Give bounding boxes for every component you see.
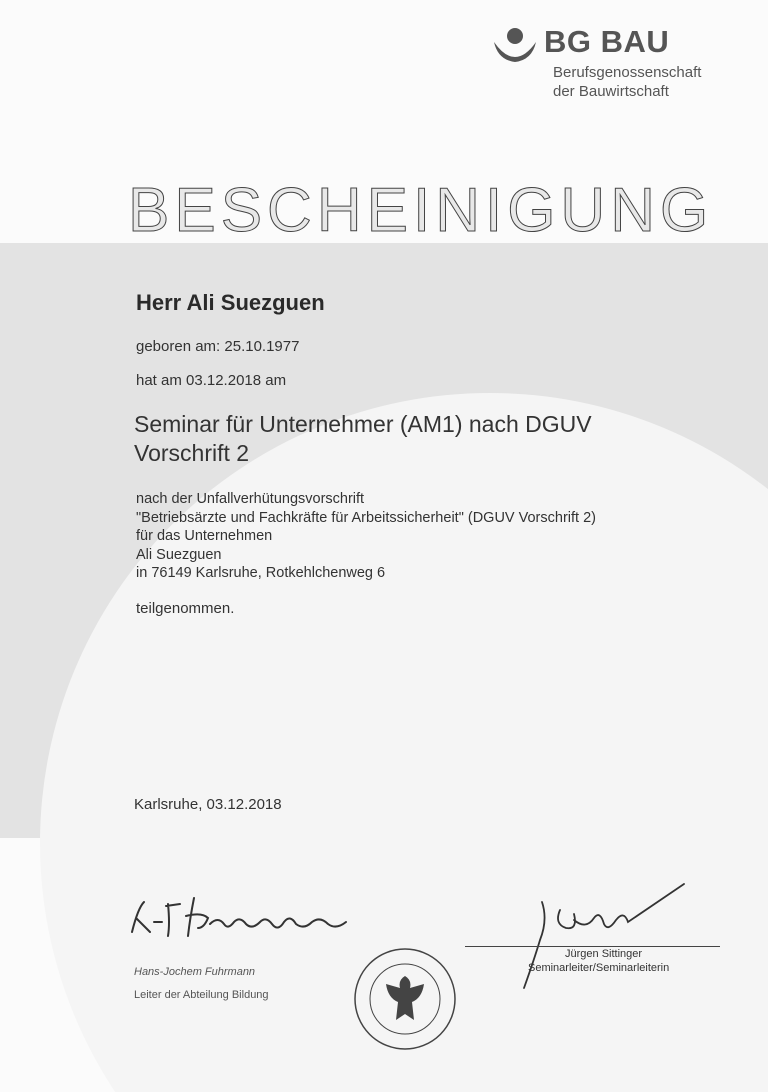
right-signatory-name: Jürgen Sittinger <box>565 948 643 960</box>
seminar-title <box>134 410 694 468</box>
body-line: "Betriebsärzte und Fachkräfte für Arbeitssicherheit" (DGUV Vorschrift 2) <box>136 509 596 526</box>
official-seal <box>350 944 460 1054</box>
attendance-date: hat am 03.12.2018 am <box>136 372 287 389</box>
logo-subtitle-line1: Berufsgenossenschaft <box>553 64 702 81</box>
body-line: für das Unternehmen <box>136 528 273 544</box>
logo-subtitle-line2: der Bauwirtschaft <box>553 83 669 100</box>
bg-bau-logo-icon <box>492 26 538 68</box>
certificate-body <box>136 490 596 583</box>
body-line: in 76149 Karlsruhe, Rotkehlchenweg 6 <box>136 565 386 581</box>
certificate-heading: BESCHEINIGUNG <box>128 176 714 245</box>
bg-bau-logo <box>490 22 720 102</box>
place-and-date: Karlsruhe, 03.12.2018 <box>134 796 282 813</box>
birth-date: geboren am: 25.10.1977 <box>136 338 300 355</box>
body-line: Ali Suezguen <box>136 546 222 563</box>
left-signature-icon <box>124 888 364 948</box>
body-line: nach der Unfallverhütungsvorschrift <box>136 491 365 507</box>
left-signatory-name: Hans-Jochem Fuhrmann <box>134 966 256 978</box>
participated-text: teilgenommen. <box>136 600 235 617</box>
logo-title: BG BAU <box>544 24 670 59</box>
right-signatory-role: Seminarleiter/Seminarleiterin <box>528 962 670 974</box>
left-signatory-role: Leiter der Abteilung Bildung <box>134 989 269 1001</box>
signature-line <box>465 946 720 947</box>
recipient-name: Herr Ali Suezguen <box>136 290 325 315</box>
right-signature-icon <box>500 880 700 995</box>
seminar-title-line2: Vorschrift 2 <box>134 440 250 466</box>
seminar-title-line1: Seminar für Unternehmer (AM1) nach DGUV <box>134 411 592 437</box>
